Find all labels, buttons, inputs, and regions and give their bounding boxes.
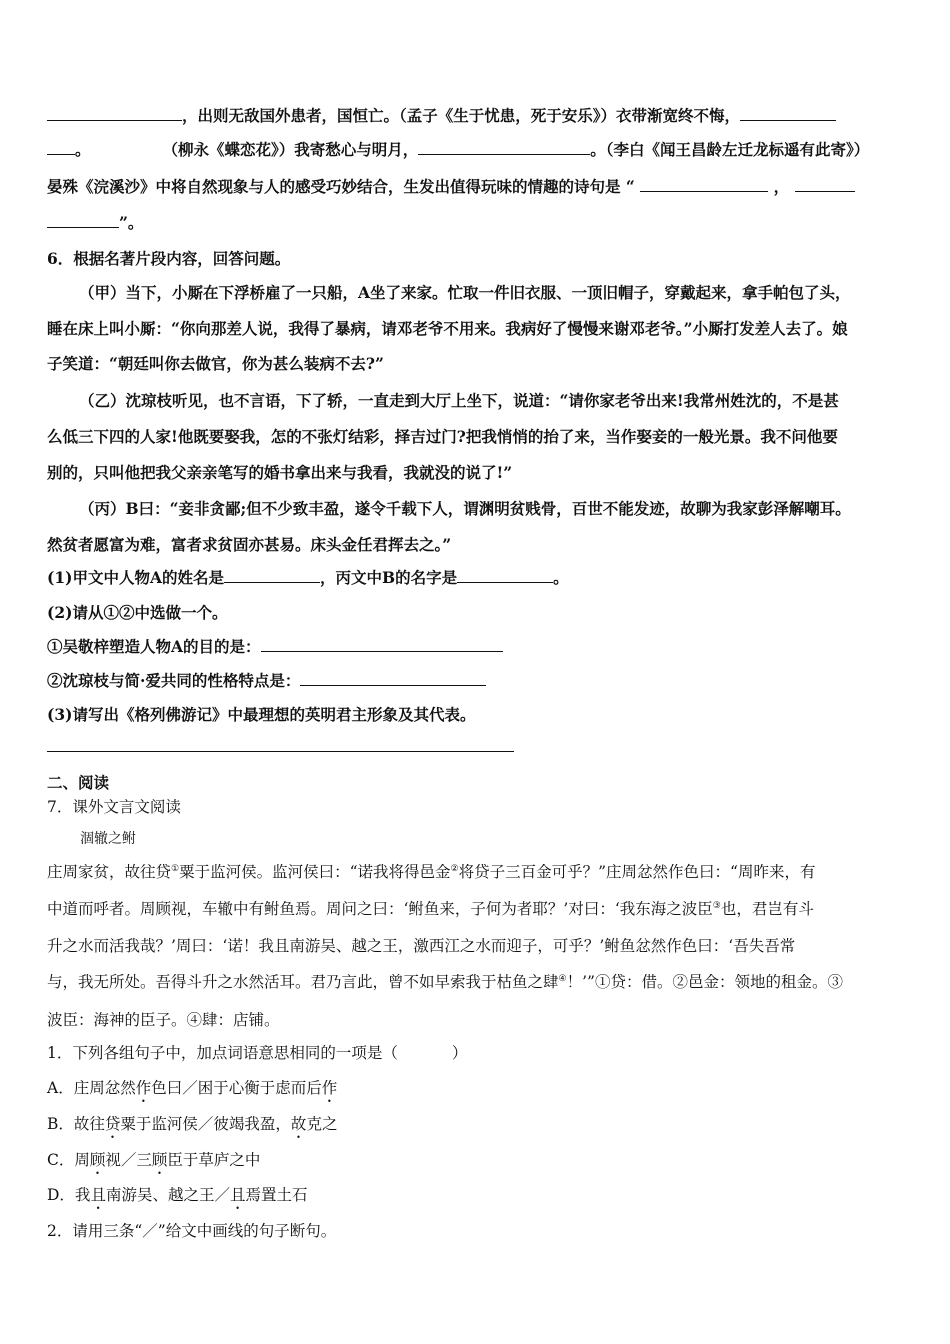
option-b[interactable]: B．故往贷粟于监河侯／彼竭我盈，故克之 bbox=[47, 1115, 338, 1133]
option-a[interactable]: A．庄周忿然作色曰／困于心衡于虑而后作 bbox=[47, 1079, 338, 1097]
passage-jia-line: 子笑道：“朝廷叫你去做官，你为甚么装病不去?” bbox=[47, 354, 384, 373]
answer-blank[interactable] bbox=[47, 212, 119, 228]
q5-line-3: 晏殊《浣溪沙》中将自然现象与人的感受巧妙结合，生发出值得玩味的情趣的诗句是 “ ， bbox=[47, 176, 855, 198]
answer-blank[interactable] bbox=[47, 736, 514, 752]
q6-answer-line[interactable] bbox=[47, 736, 514, 758]
q6-sub1: (1)甲文中人物A的姓名是 ，丙文中B的名字是 。 bbox=[47, 568, 569, 587]
passage-line: 庄周家贫，故往贷①粟于监河侯。监河侯曰：“诺我将得邑金②将贷子三百金可乎？”庄周忿然作色曰：“周昨来，有 bbox=[47, 863, 816, 881]
q5-line-4: ”。 bbox=[47, 212, 143, 234]
answer-blank[interactable] bbox=[47, 105, 182, 121]
q7-title: 7．课外文言文阅读 bbox=[47, 798, 181, 816]
answer-blank[interactable] bbox=[300, 670, 486, 686]
q6-sub3: (3)请写出《格列佛游记》中最理想的英明君主形象及其代表。 bbox=[47, 705, 476, 724]
passage-jia-line: （甲）当下，小厮在下浮桥雇了一只船，A坐了来家。忙取一件旧衣服、一顶旧帽子，穿戴起来，拿手帕包了头， bbox=[79, 283, 851, 302]
answer-blank[interactable] bbox=[740, 105, 836, 121]
answer-blank[interactable] bbox=[457, 567, 553, 583]
question-1: 1．下列各组句子中，加点词语意思相同的一项是（ ） bbox=[47, 1044, 468, 1062]
passage-yi-line: （乙）沈琼枝听见，也不言语，下了轿，一直走到大厅上坐下，说道：“请你家老爷出来!我常州姓沈的，不是甚 bbox=[79, 391, 839, 410]
passage-bing-line: 然贫者愿富为难，富者求贫固亦甚易。床头金任君挥去之。” bbox=[47, 535, 452, 554]
section-heading: 二、阅读 bbox=[47, 773, 110, 792]
passage-line: 与，我无所处。吾得斗升之水然活耳。君乃言此，曾不如早索我于枯鱼之肆④！’”①贷：借。②邑金：领地的租金。③ bbox=[47, 973, 843, 991]
option-d[interactable]: D．我且南游吴、越之王／且焉置土石 bbox=[47, 1186, 308, 1204]
passage-line: 升之水而活我哉？’周曰：‘诺！我且南游吴、越之王，激西江之水而迎子，可乎？’鲋鱼忿然作色曰：‘吾失吾常 bbox=[47, 937, 796, 955]
passage-line: 中道而呼者。周顾视，车辙中有鲋鱼焉。周问之曰：‘鲋鱼来，子何为者耶？’对曰：‘我东海之波臣③也，君岂有斗 bbox=[47, 900, 814, 918]
option-c[interactable]: C．周顾视／三顾臣于草庐之中 bbox=[47, 1151, 261, 1169]
q6-option-2: ②沈琼枝与简·爱共同的性格特点是： bbox=[47, 670, 486, 692]
q6-sub2: (2)请从①②中选做一个。 bbox=[47, 603, 228, 622]
passage-bing-line: （丙）B曰：“妾非贪鄙;但不少致丰盈，遂令千载下人，谓渊明贫贱骨，百世不能发迹，故聊为我家彭泽解嘲耳。 bbox=[79, 499, 851, 518]
passage-jia-line: 睡在床上叫小厮：“你向那差人说，我得了暴病，请邓老爷不用来。我病好了慢慢来谢邓老爷。”小厮打发差人去了。娘 bbox=[47, 319, 848, 338]
passage-yi-line: 么低三下四的人家!他既要娶我，怎的不张灯结彩，择吉过门?把我悄悄的抬了来，当作娶妾的一般光景。我不问他要 bbox=[47, 427, 838, 446]
answer-blank[interactable] bbox=[224, 567, 320, 583]
question-2: 2．请用三条“／”给文中画线的句子断句。 bbox=[47, 1222, 337, 1240]
answer-blank[interactable] bbox=[47, 139, 75, 155]
passage-yi-line: 别的，只叫他把我父亲亲笔写的婚书拿出来与我看，我就没的说了!” bbox=[47, 463, 513, 482]
answer-blank[interactable] bbox=[261, 636, 503, 652]
answer-blank[interactable] bbox=[418, 139, 590, 155]
q5-line-2: 。 （柳永《蝶恋花》）我寄愁心与明月， 。（李白《闻王昌龄左迁龙标遥有此寄》） bbox=[47, 139, 869, 161]
answer-blank[interactable] bbox=[640, 176, 768, 192]
q5-line-1: ，出则无敌国外患者，国恒亡。（孟子《生于忧患，死于安乐》）衣带渐宽终不悔， bbox=[47, 105, 836, 127]
q6-title: 6．根据名著片段内容，回答问题。 bbox=[47, 249, 291, 268]
passage-line: 波臣：海神的臣子。④肆：店铺。 bbox=[47, 1011, 280, 1029]
passage-title: 涸辙之鲋 bbox=[80, 831, 136, 847]
q6-option-1: ①吴敬梓塑造人物A的目的是： bbox=[47, 636, 503, 658]
answer-blank[interactable] bbox=[795, 176, 855, 192]
